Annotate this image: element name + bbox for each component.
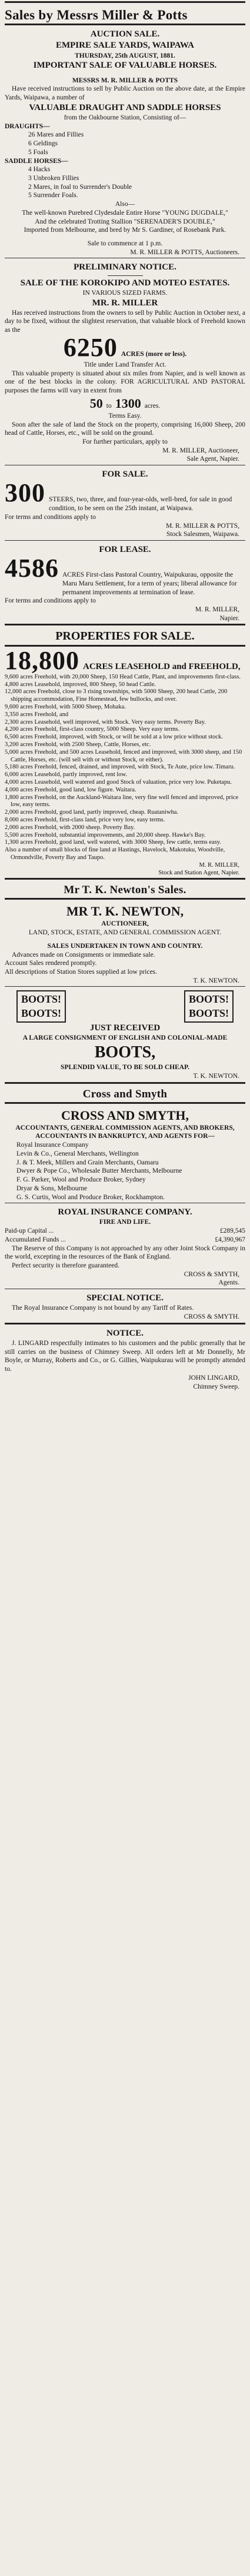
steers-sale-ad bbox=[5, 469, 245, 539]
ad-list-heading: SADDLE HORSES— bbox=[5, 157, 68, 165]
ad-text: The Royal Insurance Company is not bound by any Tariff of Rates. bbox=[12, 1304, 194, 1312]
range-to: to bbox=[106, 402, 112, 410]
property-item: 9,600 acres Freehold, with 20,000 Sheep, 150 Head Cattle, Plant, and improvements first-class. bbox=[5, 673, 241, 680]
ad-text: Imported from Melbourne, and bred by Mr S. Gardiner, of Rosebank Park. bbox=[24, 227, 226, 234]
ad-signature: M. R. MILLER & POTTS, Auctioneers. bbox=[130, 248, 239, 256]
ad-text: The Reserve of this Company is not approached by any other Joint Stock Company in the world, excepting in the resources of the Bank of England. bbox=[5, 1244, 245, 1261]
ad-title: ROYAL INSURANCE COMPANY. bbox=[58, 1207, 192, 1217]
cross-smyth-ad bbox=[5, 1107, 245, 1202]
auction-horses-ad bbox=[5, 29, 245, 257]
ad-subheading: FIRE AND LIFE. bbox=[99, 1219, 151, 1226]
property-item: 5,500 acres Freehold, substantial improvements, and 20,000 sheep. Hawke's Bay. bbox=[5, 831, 206, 838]
ad-title: CROSS AND SMYTH, bbox=[61, 1107, 189, 1123]
ad-subheading: IN VARIOUS SIZED FARMS. bbox=[82, 289, 168, 297]
ad-terms: Terms Easy. bbox=[108, 412, 142, 420]
ad-title: FOR SALE. bbox=[102, 470, 148, 480]
ad-signature: M. R. MILLER, bbox=[199, 861, 239, 868]
agent-item: Dryar & Sons, Melbourne bbox=[16, 1184, 88, 1192]
property-item: 5,180 acres Freehold, fenced, drained, and improved, with Stock, Te Aute, price low. Timaru. bbox=[5, 764, 235, 771]
agent-item: G. S. Curtis, Wool and Produce Broker, Rockhampton. bbox=[16, 1193, 165, 1201]
ad-text: Title under Land Transfer Act. bbox=[84, 361, 166, 368]
divider bbox=[5, 1082, 245, 1084]
divider bbox=[5, 624, 245, 625]
ad-title: MR T. K. NEWTON, bbox=[66, 904, 184, 919]
agents-list bbox=[5, 1141, 245, 1202]
ad-text: For terms and conditions apply to bbox=[5, 597, 96, 605]
acres-label: ACRES LEASEHOLD and FREEHOLD, bbox=[83, 661, 241, 671]
ad-heading: SALES UNDERTAKEN IN TOWN AND COUNTRY. bbox=[47, 942, 203, 950]
royal-insurance-ad bbox=[5, 1207, 245, 1287]
property-item: 3,200 acres Freehold, with 2500 Sheep, Cattle, Horses, etc. bbox=[5, 741, 151, 748]
section-header-miller-potts: Sales by Messrs Miller & Potts bbox=[5, 8, 188, 22]
acreage-label: ACRES (more or less). bbox=[121, 350, 187, 358]
section-header-newton: Mr T. K. Newton's Sales. bbox=[64, 884, 186, 897]
ad-text: Account Sales rendered promptly. bbox=[5, 960, 97, 967]
ad-subheading: ACCOUNTANTS IN BANKRUPTCY, AND AGENTS FOR— bbox=[35, 1133, 215, 1140]
agent-item: Levin & Co., General Merchants, Wellington bbox=[16, 1150, 139, 1157]
ad-signature: JOHN LINGARD, bbox=[188, 1374, 239, 1382]
ad-text: Have received instructions to sell by Public Auction on the above date, at the Empire Yards, Waipawa, a number of bbox=[5, 85, 245, 102]
property-item: 1,800 acres Freehold, on the Auckland-Waitara line, very fine well fenced and improved, price low, easy terms. bbox=[5, 794, 239, 808]
property-list bbox=[5, 674, 245, 862]
ad-text: All descriptions of Station Stores supplied at low prices. bbox=[5, 969, 158, 976]
ad-text: Has received instructions from the owners to sell by Public Auction in October next, a day to be fixed, without the slightest reservation, that valuable block of Freehold known as the bbox=[5, 309, 245, 334]
ad-auctioneer: MR. R. MILLER bbox=[92, 298, 158, 308]
ad-text: For terms and conditions apply to bbox=[5, 513, 96, 521]
ad-subheading: ACCOUNTANTS, GENERAL COMMISSION AGENTS, AND BROKERS, bbox=[15, 1124, 235, 1131]
property-item: 12,000 acres Freehold, close to 3 rising townships, with 5000 Sheep, 200 head Cattle, 200 shipping accommodation, Fine Homestead, few bullocks, and over. bbox=[5, 688, 228, 703]
range-min: 50 bbox=[89, 395, 103, 411]
ad-title: AUCTION SALE. bbox=[90, 29, 160, 39]
ad-signature: Stock and Station Agent, Napier. bbox=[158, 869, 239, 876]
ad-text: And the celebrated Trotting Stallion "SERENADER'S DOUBLE," bbox=[35, 218, 215, 225]
ad-text: Soon after the sale of land the Stock on the property, comprising 16,000 Sheep, 200 head of Cattle, Horses, etc., will be sold on the ground. bbox=[5, 421, 245, 437]
ad-heading: SALE OF THE KOROKIPO AND MOTEO ESTATES. bbox=[20, 278, 230, 288]
range-max: 1300 bbox=[115, 395, 141, 411]
total-acres: 18,800 bbox=[5, 645, 79, 675]
header-rule bbox=[5, 24, 245, 25]
ad-signature: T. K. NEWTON. bbox=[193, 1072, 239, 1080]
header-rule bbox=[5, 1102, 245, 1104]
property-item: 2,000 acres Freehold, good land, partly improved, cheap. Ruataniwha. bbox=[5, 809, 179, 816]
ad-text: SPLENDID VALUE, TO BE SOLD CHEAP. bbox=[61, 1064, 189, 1071]
newspaper-page bbox=[5, 0, 245, 2576]
special-notice-ad bbox=[5, 1293, 245, 1322]
ad-signature: T. K. NEWTON. bbox=[193, 977, 239, 984]
list-item: 2 Mares, in foal to Surrender's Double bbox=[28, 183, 132, 191]
ad-signature: M. R. MILLER, bbox=[195, 606, 239, 614]
property-item: 2,300 acres Leasehold, well improved, with Stock. Very easy terms. Poverty Bay. bbox=[5, 718, 206, 725]
ad-title: PROPERTIES FOR SALE. bbox=[55, 630, 195, 643]
chimney-sweep-notice bbox=[5, 1328, 245, 1392]
property-item: 1,300 acres Freehold, good land, well watered, with 3000 Sheep, few cattle, terms easy. bbox=[5, 839, 221, 846]
ad-signature: Stock Salesmen, Waipawa. bbox=[166, 531, 239, 538]
acreage-number: 6250 bbox=[63, 332, 118, 362]
ad-signature: CROSS & SMYTH, bbox=[184, 1270, 239, 1278]
ad-date: THURSDAY, 25th AUGUST, 1881. bbox=[75, 52, 175, 59]
divider bbox=[5, 1323, 245, 1324]
agent-item: Royal Insurance Company bbox=[16, 1141, 89, 1149]
property-item: 5,000 acres Freehold, and 500 acres Leasehold, fenced and improved, with 3000 sheep, and 150 Cattle, Horses, etc. (will sell with or without Stock, or either). bbox=[5, 748, 242, 763]
ad-text: Advances made on Consignments or immediate sale. bbox=[12, 951, 155, 958]
properties-for-sale-ad bbox=[5, 629, 245, 877]
list-item: 5 Surrender Foals. bbox=[28, 192, 78, 199]
funds-label: Accumulated Funds ... bbox=[5, 1236, 66, 1243]
ad-subheading: AUCTIONEER, bbox=[101, 920, 149, 928]
ad-subheading: LAND, STOCK, ESTATE, AND GENERAL COMMISSION AGENT. bbox=[28, 929, 222, 937]
ad-text: STEERS, two, three, and four-year-olds, well-bred, for sale in good condition, to be seen on the 25th instant, at Waipawa. bbox=[49, 496, 232, 512]
ad-big-word: BOOTS, bbox=[94, 1043, 156, 1062]
agent-item: Dwyer & Pope Co., Wholesale Butter Merchants, Melbourne bbox=[16, 1167, 182, 1175]
list-item: 4 Hacks bbox=[28, 166, 51, 174]
property-item: 2,000 acres Freehold, with 2000 sheep. Poverty Bay. bbox=[5, 824, 135, 831]
property-item: 3,350 acres Freehold, and bbox=[5, 711, 69, 718]
boots-label: BOOTS! bbox=[21, 993, 62, 1006]
ad-text: The well-known Purebred Clydesdale Entire Horse "YOUNG DUGDALE," bbox=[22, 209, 228, 217]
ad-signature: Agents. bbox=[218, 1279, 239, 1287]
korokipo-estate-ad bbox=[5, 262, 245, 464]
ad-signature: M. R. MILLER & POTTS, bbox=[166, 522, 239, 530]
ad-text: Also— bbox=[115, 201, 135, 208]
agent-item: F. G. Parker, Wool and Produce Broker, Sydney bbox=[16, 1176, 146, 1184]
property-item: 4,000 acres Leasehold, well watered and good Stock of valuation, price very low. Puketapu. bbox=[5, 779, 232, 786]
newton-auctioneer-ad bbox=[5, 903, 245, 985]
ad-title: SPECIAL NOTICE. bbox=[86, 1293, 164, 1303]
header-rule bbox=[5, 898, 245, 900]
property-item: 6,000 acres Leasehold, partly improved, rent low. bbox=[5, 771, 128, 778]
lease-acres: 4586 bbox=[5, 554, 59, 583]
agent-item: J. & T. Meek, Millers and Grain Merchants, Oamaru bbox=[16, 1159, 159, 1166]
lease-ad bbox=[5, 544, 245, 623]
ad-text: Perfect security is therefore guaranteed. bbox=[12, 1262, 119, 1269]
ad-heading: IMPORTANT SALE OF VALUABLE HORSES. bbox=[33, 61, 217, 71]
boots-ad bbox=[5, 990, 245, 1080]
ad-text: from the Oakbourne Station, Consisting of— bbox=[64, 114, 186, 121]
property-item: 4,200 acres Freehold, first-class country, 5000 Sheep. Very easy terms. bbox=[5, 726, 180, 733]
ad-auctioneer: MESSRS M. R. MILLER & POTTS bbox=[72, 76, 178, 84]
ad-title: NOTICE. bbox=[106, 1328, 144, 1338]
divider bbox=[5, 986, 245, 987]
divider bbox=[5, 540, 245, 541]
ad-lot-heading: VALUABLE DRAUGHT AND SADDLE HORSES bbox=[29, 102, 221, 112]
property-item: 4,000 acres Freehold, good land, low figure. Waitara. bbox=[5, 786, 136, 793]
ad-heading: JUST RECEIVED bbox=[89, 1023, 161, 1033]
list-item: 5 Foals bbox=[28, 148, 48, 156]
ad-text: A LARGE CONSIGNMENT OF ENGLISH AND COLONIAL-MADE bbox=[22, 1034, 228, 1041]
ad-text: For further particulars, apply to bbox=[82, 438, 168, 446]
ad-text: This valuable property is situated about six miles from Napier, and is well known as one of the best blocks in the colony. FOR AGRICULTURAL AND PASTORAL purposes the farms will vary in extent from bbox=[5, 370, 245, 395]
ad-signature: CROSS & SMYTH. bbox=[184, 1313, 239, 1321]
divider bbox=[108, 275, 143, 276]
top-rule bbox=[5, 1, 245, 3]
section-header-cross-smyth: Cross and Smyth bbox=[82, 1087, 168, 1100]
ad-location: EMPIRE SALE YARDS, WAIPAWA bbox=[55, 41, 195, 51]
ad-list-heading: DRAUGHTS— bbox=[5, 122, 50, 130]
ad-text: ACRES First-class Pastoral Country, Waipukurau, opposite the Maru Maru Settlement, for a term of years; liberal allowance for permanent improvements at termination of lease. bbox=[62, 571, 237, 596]
ad-signature: Chimney Sweep. bbox=[193, 1383, 239, 1390]
ad-signature: Sale Agent, Napier. bbox=[186, 455, 239, 463]
capital-label: Paid-up Capital ... bbox=[5, 1227, 54, 1235]
capital-value: £289,545 bbox=[219, 1227, 245, 1235]
boots-label: BOOTS! bbox=[188, 1007, 229, 1019]
property-item: Also a number of small blocks of fine land at Hastings, Havelock, Makotuku, Woodville, Ormondville, Poverty Bay and Taupo. bbox=[5, 847, 225, 861]
ad-signature: M. R. MILLER, Auctioneer, bbox=[162, 447, 239, 454]
list-item: 6 Geldings bbox=[28, 140, 58, 148]
property-item: 8,000 acres Freehold, first-class land, price very low, easy terms. bbox=[5, 817, 165, 824]
range-unit: acres. bbox=[144, 402, 161, 410]
funds-value: £4,390,967 bbox=[215, 1236, 245, 1243]
property-item: 4,800 acres Leasehold, improved, 800 Sheep, 50 head Cattle. bbox=[5, 681, 156, 688]
divider bbox=[5, 878, 245, 880]
property-item: 6,500 acres Freehold, improved, with Stock, or will be sold at a low price without stock. bbox=[5, 734, 223, 741]
boots-label: BOOTS! bbox=[21, 1007, 62, 1019]
list-item: 3 Unbroken Fillies bbox=[28, 174, 79, 182]
ad-title: FOR LEASE. bbox=[99, 544, 151, 554]
steers-count: 300 bbox=[5, 478, 45, 508]
property-item: 9,600 acres Freehold, with 5000 Sheep, Mohaka. bbox=[5, 704, 126, 711]
ad-text: Sale to commence at 1 p.m. bbox=[87, 239, 163, 247]
ad-text: J. LINGARD respectfully intimates to his customers and the public generally that he still carries on the business of Chimney Sweep. All orders left at Mr Donnelly, Mr Boyle, or Murray, Roberts and Co., or G. Gillies, Waipukurau will be promptly attended to. bbox=[5, 1339, 245, 1373]
list-item: 26 Mares and Fillies bbox=[28, 131, 84, 139]
ad-title: PRELIMINARY NOTICE. bbox=[74, 262, 176, 272]
ad-signature: Napier. bbox=[219, 614, 239, 622]
boots-label: BOOTS! bbox=[188, 993, 229, 1006]
